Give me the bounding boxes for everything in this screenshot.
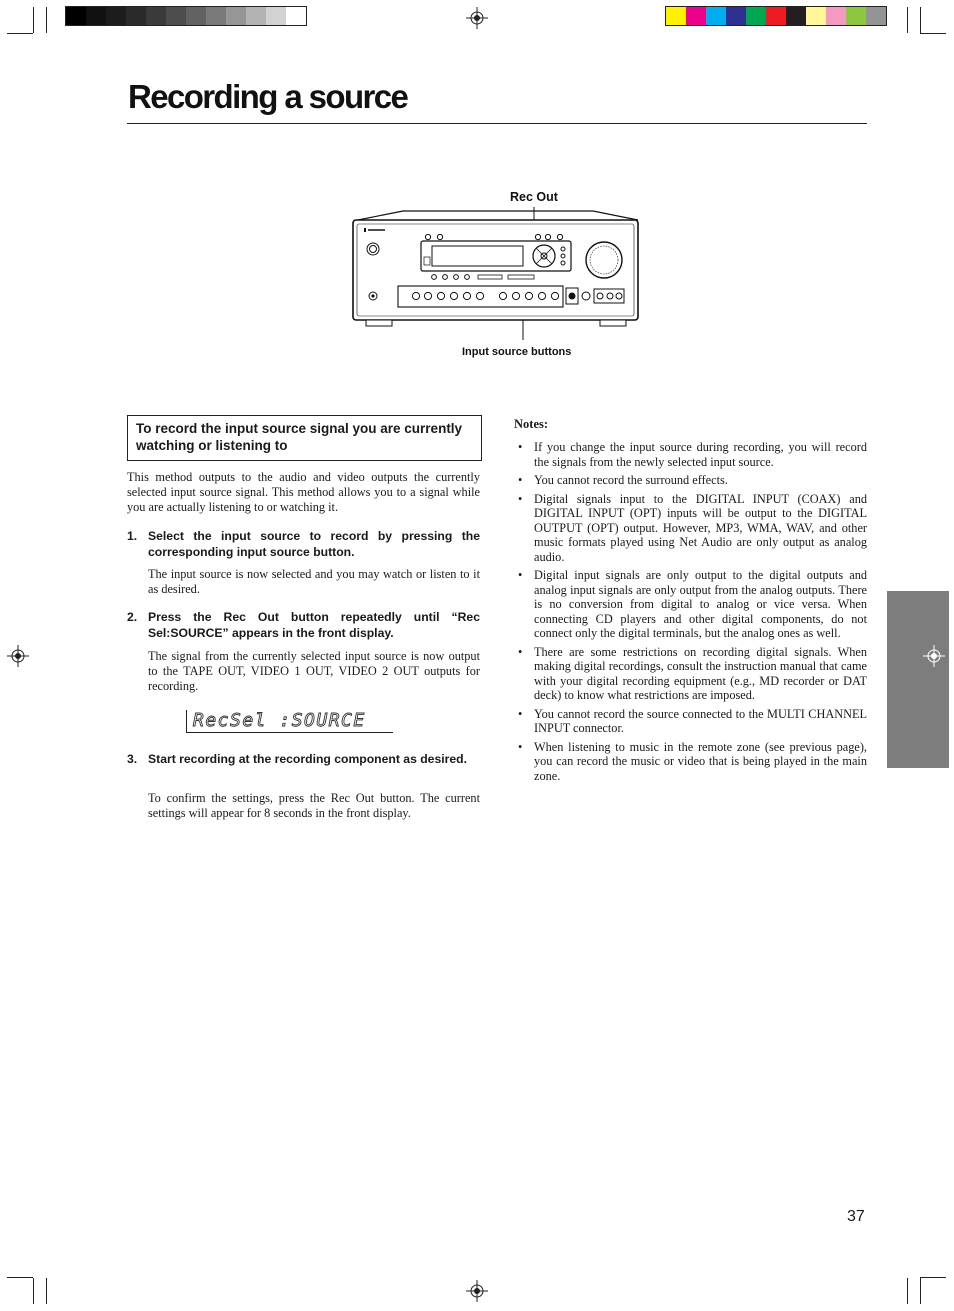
calibration-swatch xyxy=(106,7,126,25)
note-item: • There are some restrictions on recording digital signals. When making digital recordings, consult the instruction manual that came with your digital recording equipment (e.g., MD recorder or DAT deck) to know what restrictions are imposed. xyxy=(514,645,867,703)
notes-heading: Notes: xyxy=(514,417,549,431)
calibration-swatch xyxy=(846,7,866,25)
notes-list xyxy=(514,440,867,787)
step-3-number: 3. xyxy=(127,752,138,766)
calibration-swatch xyxy=(246,7,266,25)
calibration-swatch xyxy=(826,7,846,25)
registration-mark-icon xyxy=(7,645,29,667)
calibration-swatch xyxy=(126,7,146,25)
note-item: • You cannot record the source connected to the MULTI CHANNEL INPUT connector. xyxy=(514,707,867,736)
calibration-swatch xyxy=(806,7,826,25)
step-2-text: Press the Rec Out button repeatedly until “Rec Sel:SOURCE” appears in the front display. xyxy=(148,610,480,640)
input-source-buttons-callout: Input source buttons xyxy=(462,346,572,358)
calibration-swatch xyxy=(206,7,226,25)
calibration-swatch xyxy=(786,7,806,25)
calibration-swatch xyxy=(726,7,746,25)
calibration-swatch xyxy=(226,7,246,25)
page-title: Recording a source xyxy=(128,78,408,115)
calibration-swatch xyxy=(286,7,306,25)
step-1-text: Select the input source to record by pressing the corresponding input source button. xyxy=(148,529,480,559)
calibration-swatch xyxy=(866,7,886,25)
note-item: • Digital input signals are only output to the digital outputs and analog input signals are only output from the analog outputs. There is no conversion from digital to analog or vice versa. When connecting CD players and other digital components, do not connect only the digital terminals, but the analog ones as well. xyxy=(514,568,867,641)
registration-mark-icon xyxy=(466,7,488,29)
calibration-swatch xyxy=(766,7,786,25)
step-1-heading xyxy=(127,528,480,560)
calibration-swatch xyxy=(86,7,106,25)
calibration-swatch xyxy=(746,7,766,25)
calibration-swatch xyxy=(706,7,726,25)
color-calibration-bar xyxy=(665,6,887,26)
front-display-text: RecSel :SOURCE xyxy=(193,710,366,731)
registration-mark-icon xyxy=(466,1280,488,1302)
step-3-body: To confirm the settings, press the Rec Out button. The current settings will appear for 8 seconds in the front display. xyxy=(148,791,480,820)
calibration-swatch xyxy=(166,7,186,25)
calibration-swatch xyxy=(686,7,706,25)
page-number: 37 xyxy=(847,1208,865,1225)
step-3-text: Start recording at the recording component as desired. xyxy=(148,752,467,766)
calibration-swatch xyxy=(266,7,286,25)
note-item: • When listening to music in the remote zone (see previous page), you can record the music or video that is being played in the main zone. xyxy=(514,740,867,784)
calibration-swatch xyxy=(146,7,166,25)
rec-out-callout: Rec Out xyxy=(510,190,558,204)
gray-calibration-bar xyxy=(65,6,307,26)
calibration-swatch xyxy=(186,7,206,25)
note-item: • If you change the input source during recording, you will record the signals from the newly selected input source. xyxy=(514,440,867,469)
registration-mark-icon xyxy=(923,645,945,667)
intro-paragraph: This method outputs to the audio and video outputs the currently selected input source signal. This method allows you to a signal while you are actually listening to or watching it. xyxy=(127,470,480,514)
section-heading: To record the input source signal you are currently watching or listening to xyxy=(127,415,482,461)
step-2-heading xyxy=(127,609,480,641)
calibration-swatch xyxy=(66,7,86,25)
av-receiver-front-panel-illustration xyxy=(348,204,643,340)
step-1-body: The input source is now selected and you may watch or listen to it as desired. xyxy=(148,567,480,596)
step-2-number: 2. xyxy=(127,610,138,624)
title-rule xyxy=(127,123,867,124)
front-display-readout xyxy=(186,710,393,733)
note-item: • Digital signals input to the DIGITAL INPUT (COAX) and DIGITAL INPUT (OPT) inputs will be output to the DIGITAL OUTPUT (OPT) output. However, MP3, WMA, WAV, and other music formats played using Net Audio are only output as analog audio. xyxy=(514,492,867,565)
step-2-body: The signal from the currently selected input source is now output to the TAPE OUT, VIDEO 1 OUT, VIDEO 2 OUT outputs for recording. xyxy=(148,649,480,693)
step-3-heading xyxy=(127,751,480,767)
side-tab xyxy=(887,591,949,768)
step-1-number: 1. xyxy=(127,529,138,543)
note-item: • You cannot record the surround effects. xyxy=(514,473,867,488)
calibration-swatch xyxy=(666,7,686,25)
